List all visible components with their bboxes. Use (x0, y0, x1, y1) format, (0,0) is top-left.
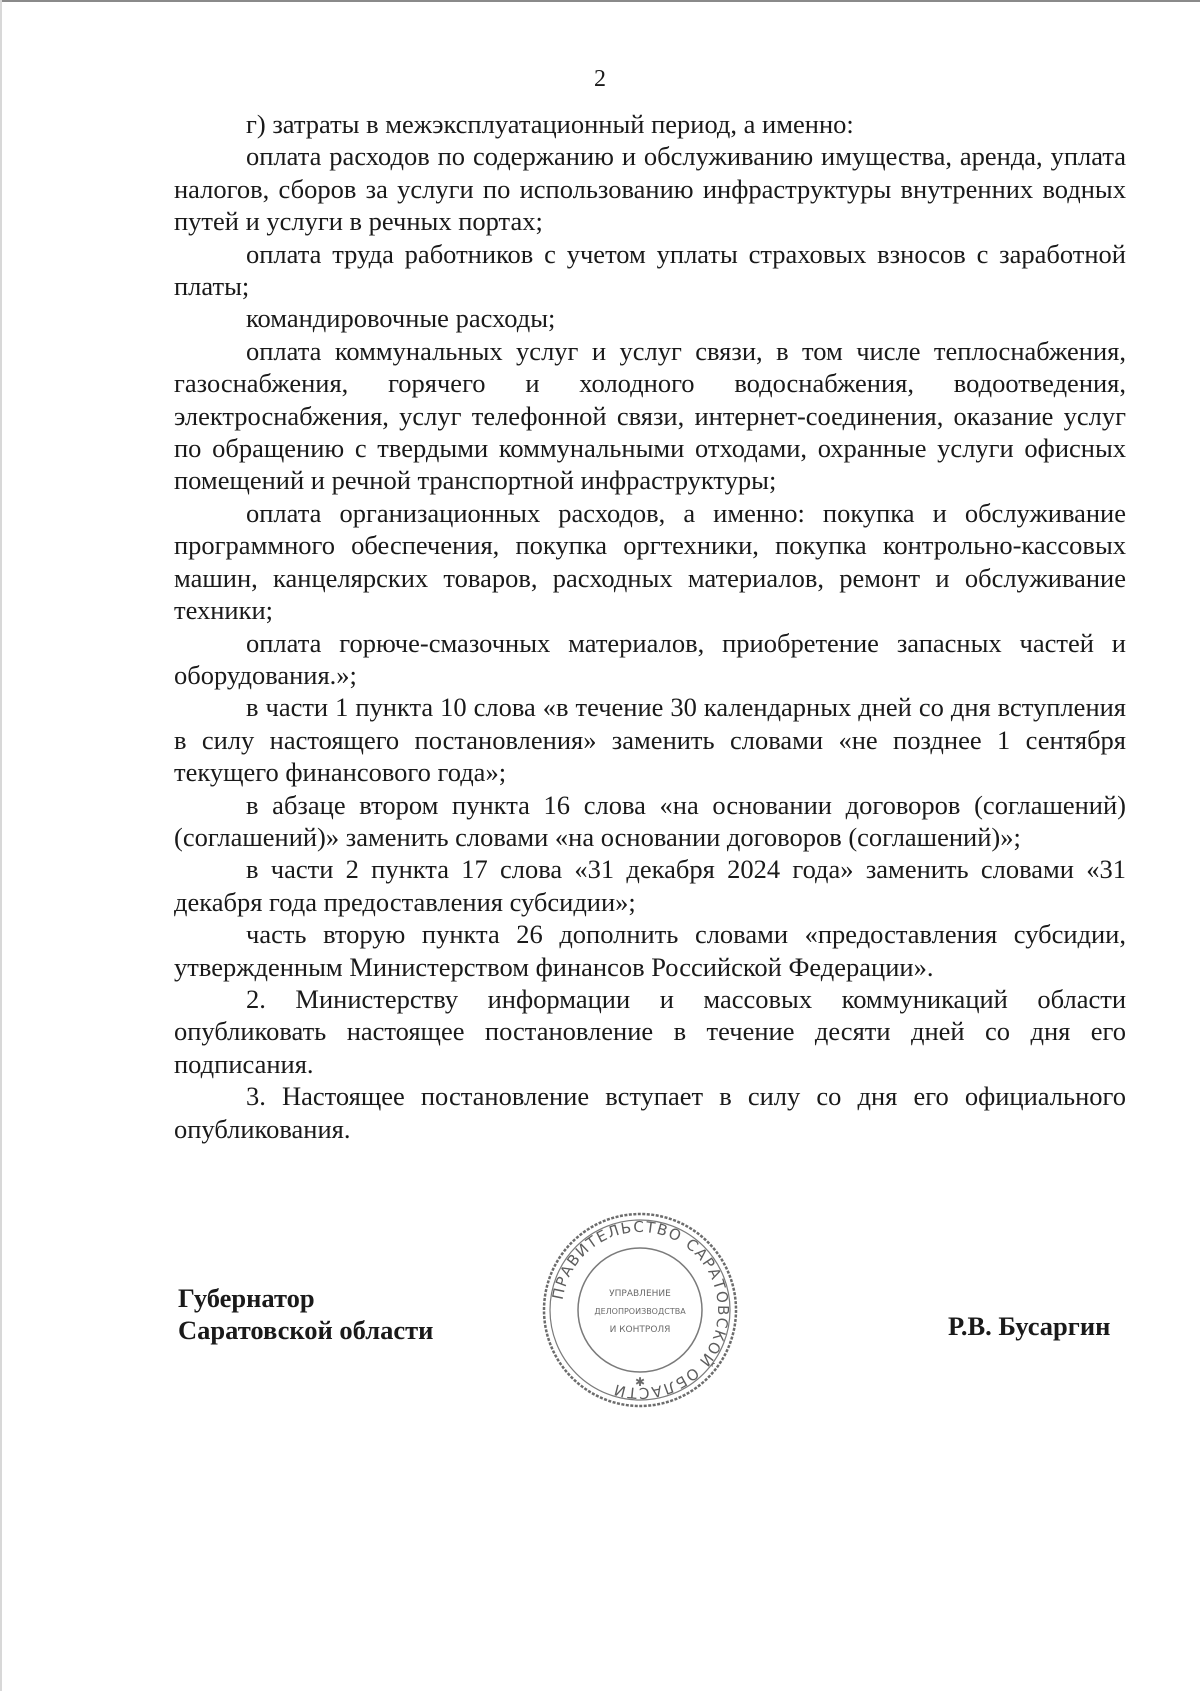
stamp-center-text: УПРАВЛЕНИЕ (609, 1289, 671, 1299)
stamp-ring-text: ПРАВИТЕЛЬСТВО САРАТОВСКОЙ ОБЛАСТИ (548, 1217, 733, 1403)
stamp-center-text: ДЕЛОПРОИЗВОДСТВА (594, 1307, 686, 1316)
paragraph: командировочные расходы; (246, 303, 556, 334)
paragraph: оплата коммунальных услуг и услуг связи, в том числе теплоснабжения, газоснабжения, горячего и холодного водоснабжения, водоотведения, электроснабжения, услуг телефонной связи, интернет-соединения, оказание услуг по обращению с твердыми коммунальными отходами, охранные услуги офисных помещений и речной транспортной инфраструктуры; (174, 335, 1126, 496)
paragraph: оплата расходов по содержанию и обслуживанию имущества, аренда, уплата налогов, сборов за услуги по использованию инфраструктуры внутренних водных путей и услуги в речных портах; (174, 141, 1126, 237)
signatory-name-text: Р.В. Бусаргин (948, 1311, 1111, 1341)
scan-top-edge (0, 0, 1200, 2)
paragraph: оплата труда работников с учетом уплаты страховых взносов с заработной платы; (174, 238, 1126, 302)
signatory-title (178, 1282, 433, 1346)
paragraph: в абзаце втором пункта 16 слова «на основании договоров (соглашений) (соглашений)» заменить словами «на основании договоров (соглашений)»; (174, 789, 1126, 852)
paragraph: 2. Министерству информации и массовых коммуникаций области опубликовать настоящее постановление в течение десяти дней со дня его подписания. (174, 983, 1126, 1079)
paragraph: в части 2 пункта 17 слова «31 декабря 2024 года» заменить словами «31 декабря года предоставления субсидии»; (174, 854, 1126, 917)
official-stamp-seal (540, 1210, 740, 1410)
paragraph: оплата организационных расходов, а именно: покупка и обслуживание программного обеспечения, покупка оргтехники, покупка контрольно-кассовых машин, канцелярских товаров, расходных материалов, ремонт и обслуживание техники; (174, 497, 1126, 626)
signatory-title-line: Губернатор (178, 1283, 315, 1313)
paragraph: г) затраты в межэксплуатационный период, а именно: (246, 109, 854, 139)
signatory-title-line: Саратовской области (178, 1315, 434, 1345)
paragraph: в части 1 пункта 10 слова «в течение 30 календарных дней со дня вступления в силу настоящего постановления» заменить словами «не позднее 1 сентября текущего финансового года»; (174, 692, 1126, 788)
document-body (174, 108, 1126, 1145)
paragraph: 3. Настоящее постановление вступает в силу со дня его официального опубликования. (174, 1081, 1126, 1144)
stamp-center-text: И КОНТРОЛЯ (609, 1325, 671, 1335)
scan-left-edge (0, 0, 2, 1691)
paragraph: оплата горюче-смазочных материалов, приобретение запасных частей и оборудования.»; (174, 627, 1126, 690)
signatory-name (948, 1310, 1110, 1342)
paragraph: часть вторую пункта 26 дополнить словами «предоставления субсидии, утвержденным Министерством финансов Российской Федерации». (174, 919, 1126, 982)
page-number: 2 (594, 66, 606, 92)
stamp-star-icon: ✱ (634, 1375, 646, 1389)
